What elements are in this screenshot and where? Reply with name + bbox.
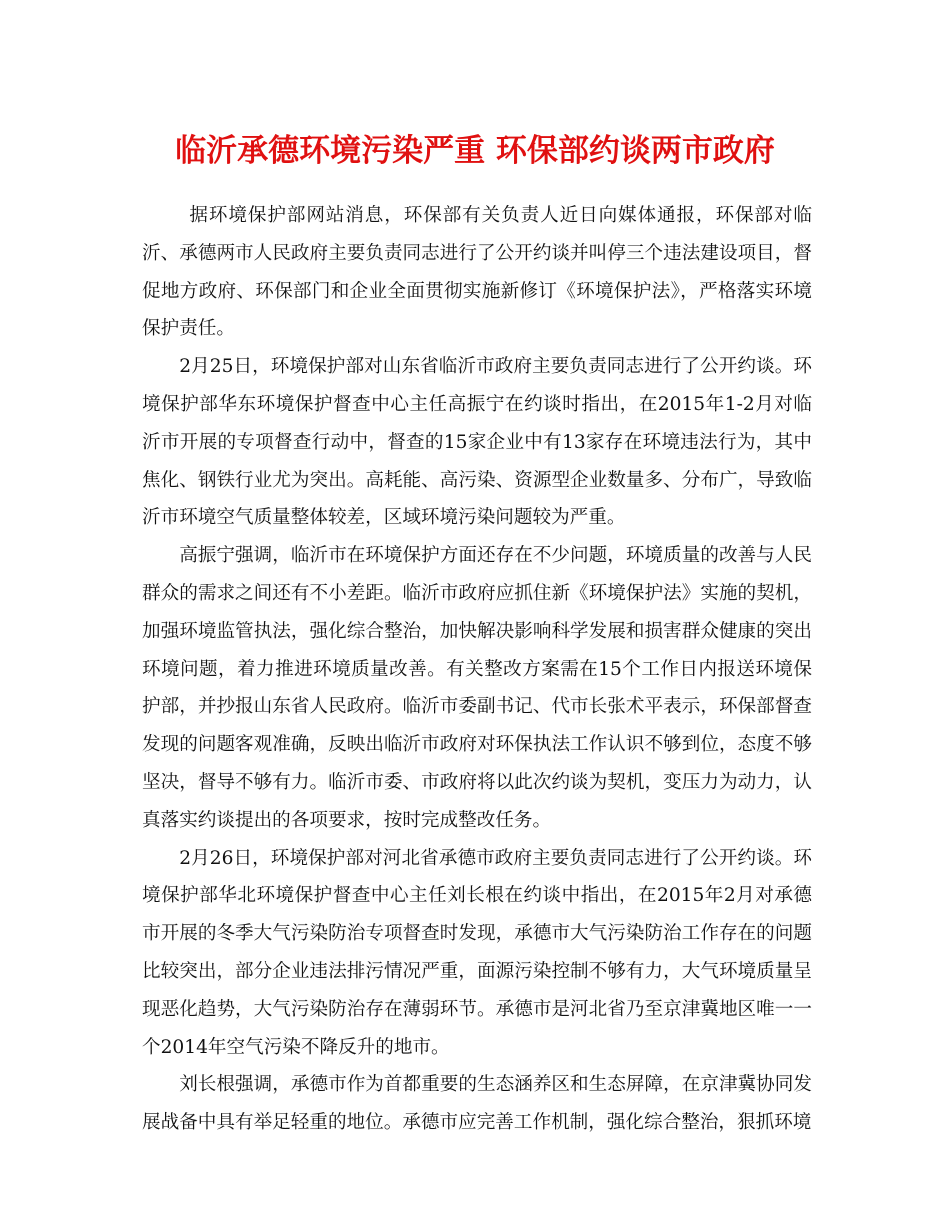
article-title: 临沂承德环境污染严重 环保部约谈两市政府 [175,133,775,169]
article-paragraph-5: 刘长根强调，承德市作为首都重要的生态涵养区和生态屏障，在京津冀协同发展战备中具有举足轻重的地位。承德市应完善工作机制，强化综合整治，狠抓环境 [142,1074,812,1134]
article-paragraph-1: 据环境保护部网站消息，环保部有关负责人近日向媒体通报，环保部对临沂、承德两市人民政府主要负责同志进行了公开约谈并叫停三个违法建设项目，督促地方政府、环保部门和企业全面贯彻实施新修订《环境保护法》，严格落实环境保护责任。 [142,205,812,340]
article-paragraph-3: 高振宁强调，临沂市在环境保护方面还存在不少问题，环境质量的改善与人民群众的需求之间还有不小差距。临沂市政府应抓住新《环境保护法》实施的契机，加强环境监管执法，强化综合整治，加快解决影响科学发展和损害群众健康的突出环境问题，着力推进环境质量改善。有关整改方案需在15个工作日内报送环境保护部，并抄报山东省人民政府。临沂市委副书记、代市长张术平表示，环保部督查发现的问题客观准确，反映出临沂市政府对环保执法工作认识不够到位，态度不够坚决，督导不够有力。临沂市委、市政府将以此次约谈为契机，变压力为动力，认真落实约谈提出的各项要求，按时完成整改任务。 [142,545,812,831]
article-body [142,197,812,1142]
article-paragraph-2: 2月25日，环境保护部对山东省临沂市政府主要负责同志进行了公开约谈。环境保护部华东环境保护督查中心主任高振宁在约谈时指出，在2015年1-2月对临沂市开展的专项督查行动中，督查的15家企业中有13家存在环境违法行为，其中焦化、钢铁行业尤为突出。高耗能、高污染、资源型企业数量多、分布广，导致临沂市环境空气质量整体较差，区域环境污染问题较为严重。 [142,356,812,529]
article-paragraph-4: 2月26日，环境保护部对河北省承德市政府主要负责同志进行了公开约谈。环境保护部华北环境保护督查中心主任刘长根在约谈中指出，在2015年2月对承德市开展的冬季大气污染防治专项督查时发现，承德市大气污染防治工作存在的问题比较突出，部分企业违法排污情况严重，面源污染控制不够有力，大气环境质量呈现恶化趋势，大气污染防治存在薄弱环节。承德市是河北省乃至京津冀地区唯一一个2014年空气污染不降反升的地市。 [142,847,812,1058]
